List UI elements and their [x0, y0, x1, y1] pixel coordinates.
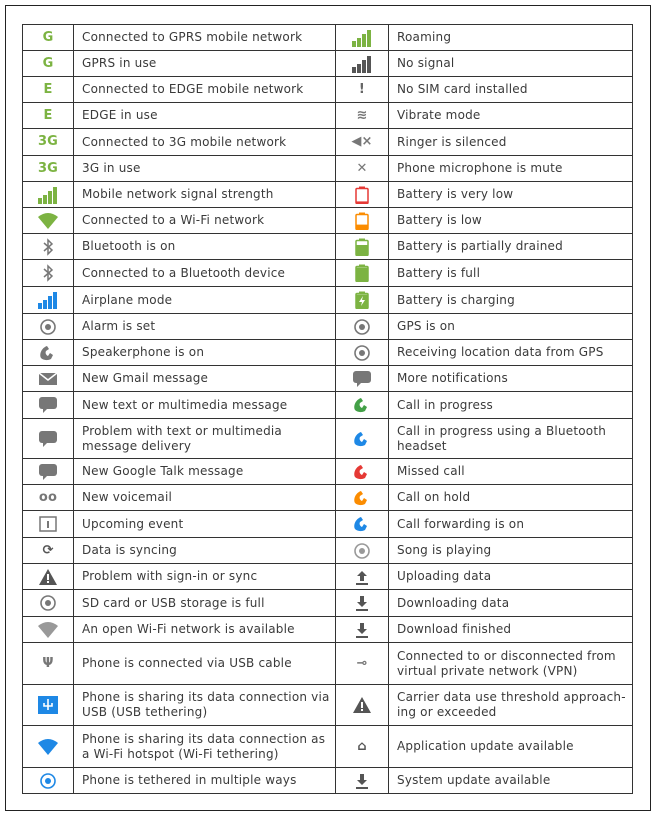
left-icon-cell — [23, 51, 74, 77]
status-description: Connected to EDGE mobile network — [82, 82, 304, 96]
battery-low-icon — [351, 211, 373, 231]
right-description-cell — [389, 419, 633, 459]
data-threshold-icon — [351, 695, 373, 715]
gprs-connected-icon — [37, 28, 59, 48]
left-description-cell — [74, 685, 336, 726]
signal-strength-icon — [37, 185, 59, 205]
right-icon-cell — [336, 366, 389, 392]
edge-connected-icon — [37, 80, 59, 100]
left-icon-cell — [23, 590, 74, 617]
left-icon-cell — [23, 643, 74, 685]
bluetooth-connected-icon — [37, 263, 59, 283]
right-icon-cell — [336, 234, 389, 260]
right-description-cell — [389, 314, 633, 340]
right-description-cell — [389, 459, 633, 485]
left-icon-cell — [23, 538, 74, 564]
right-icon-cell — [336, 156, 389, 182]
ringer-silenced-glyph: ◀× — [351, 134, 373, 149]
right-icon-cell — [336, 538, 389, 564]
left-icon-cell — [23, 485, 74, 511]
left-icon-cell — [23, 314, 74, 340]
usb-glyph: Ψ — [42, 655, 54, 671]
status-description: Mobile network signal strength — [82, 187, 274, 201]
legend-row — [23, 392, 633, 419]
airplane-mode-icon — [37, 290, 59, 310]
multi-tethering-icon — [37, 771, 59, 791]
status-description: Phone is connected via USB cable — [82, 656, 292, 670]
right-icon-cell — [336, 590, 389, 617]
status-description: Battery is charging — [397, 292, 515, 307]
left-description-cell — [74, 129, 336, 156]
status-description: Battery is full — [397, 265, 481, 280]
gps-receiving-icon — [351, 343, 373, 363]
left-icon-cell — [23, 287, 74, 314]
call-on-hold-icon — [351, 488, 373, 508]
left-description-cell — [74, 617, 336, 643]
status-description: Phone is sharing its data connection via USB (USB tethering) — [82, 690, 330, 719]
right-icon-cell — [336, 685, 389, 726]
3g-connected-glyph: 3G — [37, 134, 59, 149]
right-description-cell — [389, 538, 633, 564]
left-icon-cell — [23, 129, 74, 156]
status-description: Problem with sign-in or sync — [82, 569, 258, 583]
status-description: Connected to a Wi-Fi network — [82, 213, 265, 227]
status-description: Roaming — [397, 30, 452, 44]
status-description: No signal — [397, 56, 455, 70]
right-icon-cell — [336, 103, 389, 129]
legend-row — [23, 617, 633, 643]
gmail-icon — [37, 369, 59, 389]
download-finished-icon — [351, 620, 373, 640]
left-icon-cell — [23, 366, 74, 392]
legend-row — [23, 340, 633, 366]
status-description: Uploading data — [397, 569, 492, 583]
left-description-cell — [74, 726, 336, 768]
legend-row — [23, 51, 633, 77]
left-description-cell — [74, 287, 336, 314]
status-description: System update available — [397, 773, 551, 787]
status-description: Phone microphone is mute — [397, 161, 563, 175]
wifi-hotspot-icon — [37, 737, 59, 757]
left-description-cell — [74, 392, 336, 419]
right-description-cell — [389, 129, 633, 156]
legend-row — [23, 643, 633, 685]
left-icon-cell — [23, 617, 74, 643]
status-description: Song is playing — [397, 543, 492, 557]
app-update-glyph: ⌂ — [357, 738, 367, 754]
microphone-mute-glyph: ✕ — [356, 160, 368, 176]
status-description: Connected to or disconnected from virtual private network (VPN) — [397, 648, 616, 678]
battery-charging-icon — [351, 290, 373, 310]
left-description-cell — [74, 340, 336, 366]
download-icon — [351, 593, 373, 613]
left-description-cell — [74, 538, 336, 564]
status-description: New Google Talk message — [82, 464, 244, 478]
status-description: An open Wi-Fi network is available — [82, 622, 295, 636]
right-description-cell — [389, 726, 633, 768]
status-description: Missed call — [397, 464, 465, 478]
left-icon-cell — [23, 768, 74, 794]
status-description: Carrier data use threshold approach-ing or exceeded — [397, 690, 626, 719]
status-description: Downloading data — [397, 595, 510, 610]
right-description-cell — [389, 590, 633, 617]
right-description-cell — [389, 485, 633, 511]
status-description: Speakerphone is on — [82, 345, 205, 359]
vibrate-glyph: ≋ — [356, 107, 368, 123]
status-description: More notifications — [397, 371, 508, 385]
left-icon-cell — [23, 511, 74, 538]
left-description-cell — [74, 643, 336, 685]
right-icon-cell — [336, 643, 389, 685]
legend-row — [23, 590, 633, 617]
left-description-cell — [74, 590, 336, 617]
legend-row — [23, 538, 633, 564]
status-description: EDGE in use — [82, 108, 158, 122]
left-icon-cell — [23, 392, 74, 419]
left-icon-cell — [23, 419, 74, 459]
right-description-cell — [389, 208, 633, 234]
gprs-connected-glyph: G — [42, 29, 54, 45]
legend-row — [23, 103, 633, 129]
right-icon-cell — [336, 511, 389, 538]
system-update-icon — [351, 771, 373, 791]
gps-icon — [351, 317, 373, 337]
status-description: Battery is very low — [397, 187, 514, 201]
status-description: Download finished — [397, 622, 512, 636]
sync-glyph: ⟳ — [42, 542, 54, 558]
text-message-icon — [37, 395, 59, 415]
microphone-mute-icon — [351, 159, 373, 179]
left-icon-cell — [23, 459, 74, 485]
right-description-cell — [389, 103, 633, 129]
left-description-cell — [74, 182, 336, 208]
right-icon-cell — [336, 564, 389, 590]
legend-row — [23, 260, 633, 287]
right-icon-cell — [336, 51, 389, 77]
left-icon-cell — [23, 260, 74, 287]
left-description-cell — [74, 25, 336, 51]
legend-row — [23, 77, 633, 103]
3g-in-use-icon — [37, 159, 59, 179]
right-description-cell — [389, 25, 633, 51]
status-description: Connected to GPRS mobile network — [82, 30, 303, 44]
status-description: Battery is low — [397, 213, 482, 227]
open-wifi-icon — [37, 620, 59, 640]
calendar-icon — [37, 514, 59, 534]
usb-tethering-icon — [37, 695, 59, 715]
legend-row — [23, 459, 633, 485]
legend-row — [23, 287, 633, 314]
right-description-cell — [389, 366, 633, 392]
left-description-cell — [74, 485, 336, 511]
left-description-cell — [74, 208, 336, 234]
song-playing-icon — [351, 541, 373, 561]
legend-row — [23, 208, 633, 234]
battery-very-low-icon — [351, 185, 373, 205]
status-description: Call forwarding is on — [397, 516, 525, 531]
left-icon-cell — [23, 685, 74, 726]
left-icon-cell — [23, 156, 74, 182]
left-description-cell — [74, 156, 336, 182]
right-icon-cell — [336, 287, 389, 314]
status-description: GPRS in use — [82, 56, 157, 70]
vpn-icon — [351, 654, 373, 674]
right-icon-cell — [336, 182, 389, 208]
right-icon-cell — [336, 419, 389, 459]
roaming-icon — [351, 28, 373, 48]
no-sim-icon — [351, 80, 373, 100]
right-icon-cell — [336, 77, 389, 103]
call-in-progress-icon — [351, 395, 373, 415]
right-description-cell — [389, 234, 633, 260]
status-description: Call in progress — [397, 397, 493, 412]
right-description-cell — [389, 340, 633, 366]
legend-row — [23, 419, 633, 459]
message-problem-icon — [37, 429, 59, 449]
right-icon-cell — [336, 768, 389, 794]
left-icon-cell — [23, 340, 74, 366]
left-description-cell — [74, 234, 336, 260]
left-description-cell — [74, 511, 336, 538]
gprs-in-use-icon — [37, 54, 59, 74]
status-description: Call on hold — [397, 490, 471, 504]
legend-row — [23, 685, 633, 726]
edge-connected-glyph: E — [43, 81, 53, 97]
left-description-cell — [74, 768, 336, 794]
right-icon-cell — [336, 392, 389, 419]
left-description-cell — [74, 77, 336, 103]
app-update-icon — [351, 737, 373, 757]
battery-partially-drained-icon — [351, 237, 373, 257]
right-description-cell — [389, 156, 633, 182]
right-description-cell — [389, 617, 633, 643]
right-description-cell — [389, 51, 633, 77]
left-icon-cell — [23, 726, 74, 768]
left-description-cell — [74, 564, 336, 590]
right-description-cell — [389, 260, 633, 287]
ringer-silenced-icon — [351, 132, 373, 152]
edge-in-use-glyph: E — [43, 107, 53, 123]
vibrate-icon — [351, 106, 373, 126]
status-description: Connected to a Bluetooth device — [82, 265, 286, 280]
status-description: Problem with text or multimedia message delivery — [82, 423, 282, 453]
status-description: Airplane mode — [82, 292, 173, 307]
status-description: 3G in use — [82, 161, 141, 175]
status-description: Application update available — [397, 739, 574, 753]
right-icon-cell — [336, 726, 389, 768]
google-talk-icon — [37, 462, 59, 482]
left-description-cell — [74, 459, 336, 485]
battery-full-icon — [351, 263, 373, 283]
3g-connected-icon — [37, 132, 59, 152]
left-icon-cell — [23, 182, 74, 208]
left-icon-cell — [23, 25, 74, 51]
right-description-cell — [389, 564, 633, 590]
right-icon-cell — [336, 459, 389, 485]
status-description: Connected to 3G mobile network — [82, 134, 287, 149]
left-description-cell — [74, 314, 336, 340]
legend-row — [23, 564, 633, 590]
status-icon-legend-table — [22, 24, 633, 794]
legend-row — [23, 129, 633, 156]
status-description: Call in progress using a Bluetooth headset — [397, 423, 607, 453]
right-icon-cell — [336, 617, 389, 643]
status-description: Battery is partially drained — [397, 239, 563, 253]
status-description: New voicemail — [82, 490, 173, 504]
right-description-cell — [389, 182, 633, 208]
wifi-connected-icon — [37, 211, 59, 231]
no-sim-glyph: ! — [358, 81, 366, 97]
sync-problem-icon — [37, 567, 59, 587]
left-description-cell — [74, 51, 336, 77]
upload-icon — [351, 567, 373, 587]
left-description-cell — [74, 260, 336, 287]
status-description: SD card or USB storage is full — [82, 595, 265, 610]
speakerphone-icon — [37, 343, 59, 363]
bluetooth-icon — [37, 237, 59, 257]
legend-row — [23, 485, 633, 511]
sync-icon — [37, 541, 59, 561]
3g-in-use-glyph: 3G — [37, 160, 59, 176]
left-icon-cell — [23, 234, 74, 260]
legend-row — [23, 182, 633, 208]
right-description-cell — [389, 511, 633, 538]
legend-row — [23, 768, 633, 794]
right-icon-cell — [336, 340, 389, 366]
right-description-cell — [389, 77, 633, 103]
right-description-cell — [389, 392, 633, 419]
status-description: Receiving location data from GPS — [397, 345, 604, 359]
right-icon-cell — [336, 314, 389, 340]
vpn-glyph: ⊸ — [356, 655, 368, 671]
no-signal-icon — [351, 54, 373, 74]
status-description: Phone is tethered in multiple ways — [82, 773, 297, 787]
legend-row — [23, 156, 633, 182]
status-description: GPS is on — [397, 319, 456, 333]
right-icon-cell — [336, 25, 389, 51]
left-icon-cell — [23, 208, 74, 234]
left-icon-cell — [23, 103, 74, 129]
bluetooth-call-icon — [351, 429, 373, 449]
status-description: Data is syncing — [82, 543, 177, 557]
right-description-cell — [389, 768, 633, 794]
status-description: Ringer is silenced — [397, 134, 507, 149]
usb-icon — [37, 654, 59, 674]
right-icon-cell — [336, 129, 389, 156]
status-description: Phone is sharing its data connection as a Wi-Fi hotspot (Wi-Fi tethering) — [82, 731, 326, 761]
legend-row — [23, 726, 633, 768]
status-description: Alarm is set — [82, 319, 156, 333]
gprs-in-use-glyph: G — [42, 55, 54, 71]
left-icon-cell — [23, 564, 74, 590]
call-forwarding-icon — [351, 514, 373, 534]
right-icon-cell — [336, 260, 389, 287]
right-icon-cell — [336, 485, 389, 511]
alarm-icon — [37, 317, 59, 337]
status-description: Vibrate mode — [397, 108, 481, 122]
right-description-cell — [389, 685, 633, 726]
left-description-cell — [74, 366, 336, 392]
legend-row — [23, 314, 633, 340]
right-description-cell — [389, 643, 633, 685]
left-icon-cell — [23, 77, 74, 103]
missed-call-icon — [351, 462, 373, 482]
left-description-cell — [74, 419, 336, 459]
legend-row — [23, 25, 633, 51]
status-description: Bluetooth is on — [82, 239, 176, 253]
legend-row — [23, 366, 633, 392]
status-description: Upcoming event — [82, 516, 184, 531]
right-description-cell — [389, 287, 633, 314]
status-description: No SIM card installed — [397, 82, 528, 96]
legend-row — [23, 234, 633, 260]
more-notifications-icon — [351, 369, 373, 389]
voicemail-icon — [37, 488, 59, 508]
right-icon-cell — [336, 208, 389, 234]
legend-row — [23, 511, 633, 538]
left-description-cell — [74, 103, 336, 129]
status-description: New Gmail message — [82, 371, 209, 385]
edge-in-use-icon — [37, 106, 59, 126]
voicemail-glyph: oo — [38, 489, 58, 505]
storage-full-icon — [37, 593, 59, 613]
status-description: New text or multimedia message — [82, 397, 288, 412]
